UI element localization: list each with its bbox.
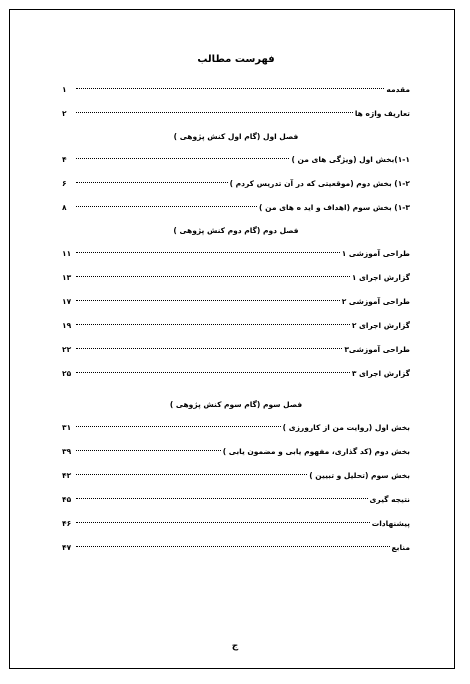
table-of-contents: [62, 52, 410, 560]
toc-entry[interactable]: [62, 512, 410, 536]
dot-leader: [76, 252, 340, 253]
section-heading-chapter-1: فصل اول (گام اول کنش پژوهی ): [173, 132, 299, 141]
toc-entry-label: گزارش اجرای ۲: [351, 321, 410, 330]
dot-leader: [76, 88, 384, 89]
toc-entry[interactable]: [62, 362, 410, 386]
toc-entry-page: ۲: [62, 109, 67, 118]
dot-leader: [76, 324, 350, 325]
dot-leader: [76, 450, 221, 451]
toc-entry[interactable]: [62, 488, 410, 512]
toc-entry[interactable]: [62, 314, 410, 338]
toc-entry[interactable]: [62, 172, 410, 196]
toc-entry[interactable]: [62, 242, 410, 266]
toc-entry-page: ۱۱: [62, 249, 72, 258]
dot-leader: [76, 522, 370, 523]
toc-entry-label: منابع: [391, 543, 410, 552]
toc-entry[interactable]: [62, 148, 410, 172]
page-number: ج: [231, 641, 239, 651]
toc-entry-introduction[interactable]: [62, 78, 410, 102]
toc-entry-label: گزارش اجرای ۱: [351, 273, 410, 282]
toc-entry-label: مقدمه: [386, 85, 410, 94]
dot-leader: [76, 300, 340, 301]
dot-leader: [76, 348, 342, 349]
toc-entry-label: طراحی آموزشی ۱: [341, 249, 410, 258]
toc-entry[interactable]: [62, 440, 410, 464]
toc-entry[interactable]: [62, 338, 410, 362]
toc-entry-page: ۱۳: [62, 273, 72, 282]
toc-entry-page: ۱۷: [62, 297, 72, 306]
toc-entry-label: بخش دوم (کد گذاری، مفهوم یابی و مضمون یابی ): [222, 447, 410, 456]
toc-entry-label: بخش اول (روایت من از کارورزی ): [282, 423, 410, 432]
dot-leader: [76, 206, 257, 207]
toc-title: فهرست مطالب: [197, 54, 275, 65]
toc-entry[interactable]: [62, 196, 410, 220]
toc-entry-page: ۴۵: [62, 495, 72, 504]
section-heading-chapter-2: فصل دوم (گام دوم کنش پژوهی ): [173, 226, 299, 235]
dot-leader: [76, 546, 390, 547]
toc-entry-page: ۱۹: [62, 321, 72, 330]
toc-entry[interactable]: [62, 416, 410, 440]
toc-entry-page: ۲۵: [62, 369, 72, 378]
toc-entry-definitions[interactable]: [62, 102, 410, 126]
toc-entry-page: ۱: [62, 85, 67, 94]
toc-entry-label: طراحی آموزشی۳: [344, 345, 410, 354]
toc-entry-page: ۶: [62, 179, 67, 188]
toc-entry-label: تعاریف واژه ها: [354, 109, 410, 118]
toc-entry[interactable]: [62, 266, 410, 290]
toc-entry-page: ۴۶: [62, 519, 72, 528]
dot-leader: [76, 182, 228, 183]
toc-entry-page: ۳۱: [62, 423, 72, 432]
toc-entry-label: گزارش اجرای ۳: [351, 369, 410, 378]
toc-entry-label: ۱-۱)بخش اول (ویژگی های من ): [291, 155, 410, 164]
spacer: [62, 386, 410, 394]
dot-leader: [76, 372, 350, 373]
toc-entry[interactable]: [62, 464, 410, 488]
toc-entry-label: ۱-۲) بخش دوم (موقعیتی که در آن تدریس کردم ): [229, 179, 410, 188]
dot-leader: [76, 474, 307, 475]
toc-entry-label: ۱-۳) بخش سوم (اهداف و اید ه های من ): [259, 203, 410, 212]
section-heading-chapter-3: فصل سوم (گام سوم کنش پژوهی ): [169, 400, 303, 409]
toc-entry-page: ۳۹: [62, 447, 72, 456]
toc-entry-page: ۴۲: [62, 471, 72, 480]
toc-entry-label: بخش سوم (تحلیل و تبیین ): [309, 471, 410, 480]
toc-entry-label: نتیجه گیری: [369, 495, 410, 504]
dot-leader: [76, 498, 368, 499]
dot-leader: [76, 276, 350, 277]
dot-leader: [76, 158, 289, 159]
toc-entry-page: ۲۲: [62, 345, 72, 354]
toc-entry-page: ۴۷: [62, 543, 72, 552]
dot-leader: [76, 426, 281, 427]
dot-leader: [76, 112, 353, 113]
toc-entry-label: پیشنهادات: [371, 519, 410, 528]
toc-entry-label: طراحی آموزشی ۲: [341, 297, 410, 306]
toc-entry[interactable]: [62, 290, 410, 314]
toc-entry-page: ۸: [62, 203, 67, 212]
toc-entry-page: ۴: [62, 155, 67, 164]
toc-entry[interactable]: [62, 536, 410, 560]
